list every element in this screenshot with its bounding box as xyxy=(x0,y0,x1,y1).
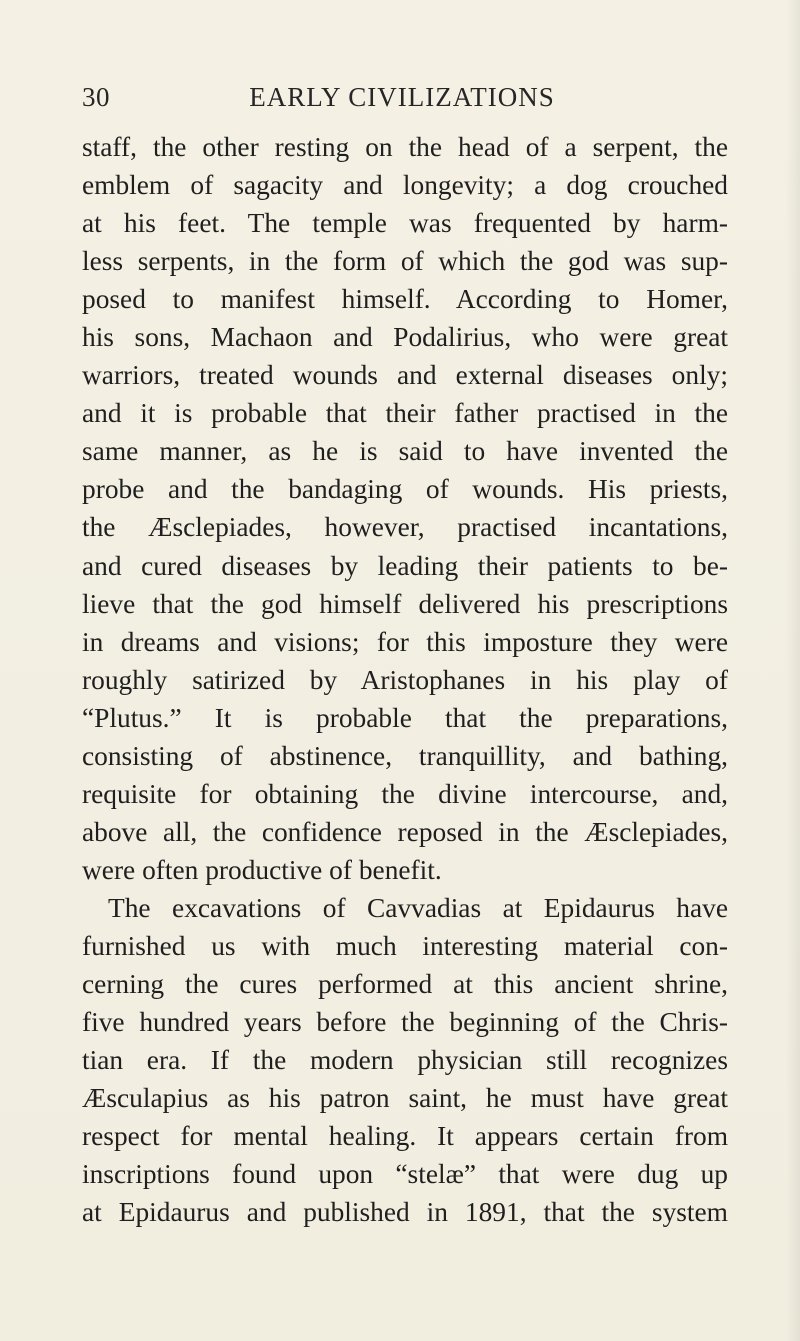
text-line: the Æsclepiades, however, practised incantations, xyxy=(82,512,728,543)
text-line: and cured diseases by leading their patients to be- xyxy=(82,550,728,581)
text-line: “Plutus.” It is probable that the preparations, xyxy=(82,702,728,733)
text-line: at Epidaurus and published in 1891, that the system xyxy=(82,1197,728,1228)
text-line: probe and the bandaging of wounds. His priests, xyxy=(82,474,728,505)
page-header xyxy=(82,82,722,116)
body-text xyxy=(82,128,728,1231)
text-line: same manner, as he is said to have invented the xyxy=(82,436,728,467)
text-line: posed to manifest himself. According to Homer, xyxy=(82,284,728,315)
text-line: less serpents, in the form of which the god was sup- xyxy=(82,246,728,277)
page-number: 30 xyxy=(82,82,110,112)
text-line: consisting of abstinence, tranquillity, and bathing, xyxy=(82,740,728,771)
text-line: The excavations of Cavvadias at Epidaurus have xyxy=(108,892,728,923)
text-line: lieve that the god himself delivered his prescriptions xyxy=(82,588,728,619)
text-line: and it is probable that their father practised in the xyxy=(82,398,728,429)
text-line: cerning the cures performed at this ancient shrine, xyxy=(82,969,728,1000)
text-line: respect for mental healing. It appears certain from xyxy=(82,1121,728,1152)
text-line: in dreams and visions; for this imposture they were xyxy=(82,626,728,657)
text-line: inscriptions found upon “stelæ” that were dug up xyxy=(82,1159,728,1190)
text-line: were often productive of benefit. xyxy=(82,854,442,885)
text-line: Æsculapius as his patron saint, he must have great xyxy=(82,1083,728,1114)
text-line: five hundred years before the beginning of the Chris- xyxy=(82,1007,728,1038)
text-line: at his feet. The temple was frequented by harm- xyxy=(82,208,728,239)
text-line: above all, the confidence reposed in the Æsclepiades, xyxy=(82,816,728,847)
text-line: tian era. If the modern physician still recognizes xyxy=(82,1045,728,1076)
text-line: his sons, Machaon and Podalirius, who were great xyxy=(82,322,728,353)
running-head: EARLY CIVILIZATIONS xyxy=(249,82,555,112)
text-line: furnished us with much interesting material con- xyxy=(82,930,728,961)
text-line: warriors, treated wounds and external diseases only; xyxy=(82,360,728,391)
text-line: emblem of sagacity and longevity; a dog crouched xyxy=(82,170,728,201)
text-line: staff, the other resting on the head of a serpent, the xyxy=(82,132,728,162)
text-line: roughly satirized by Aristophanes in his play of xyxy=(82,664,728,695)
text-line: requisite for obtaining the divine intercourse, and, xyxy=(82,778,728,809)
